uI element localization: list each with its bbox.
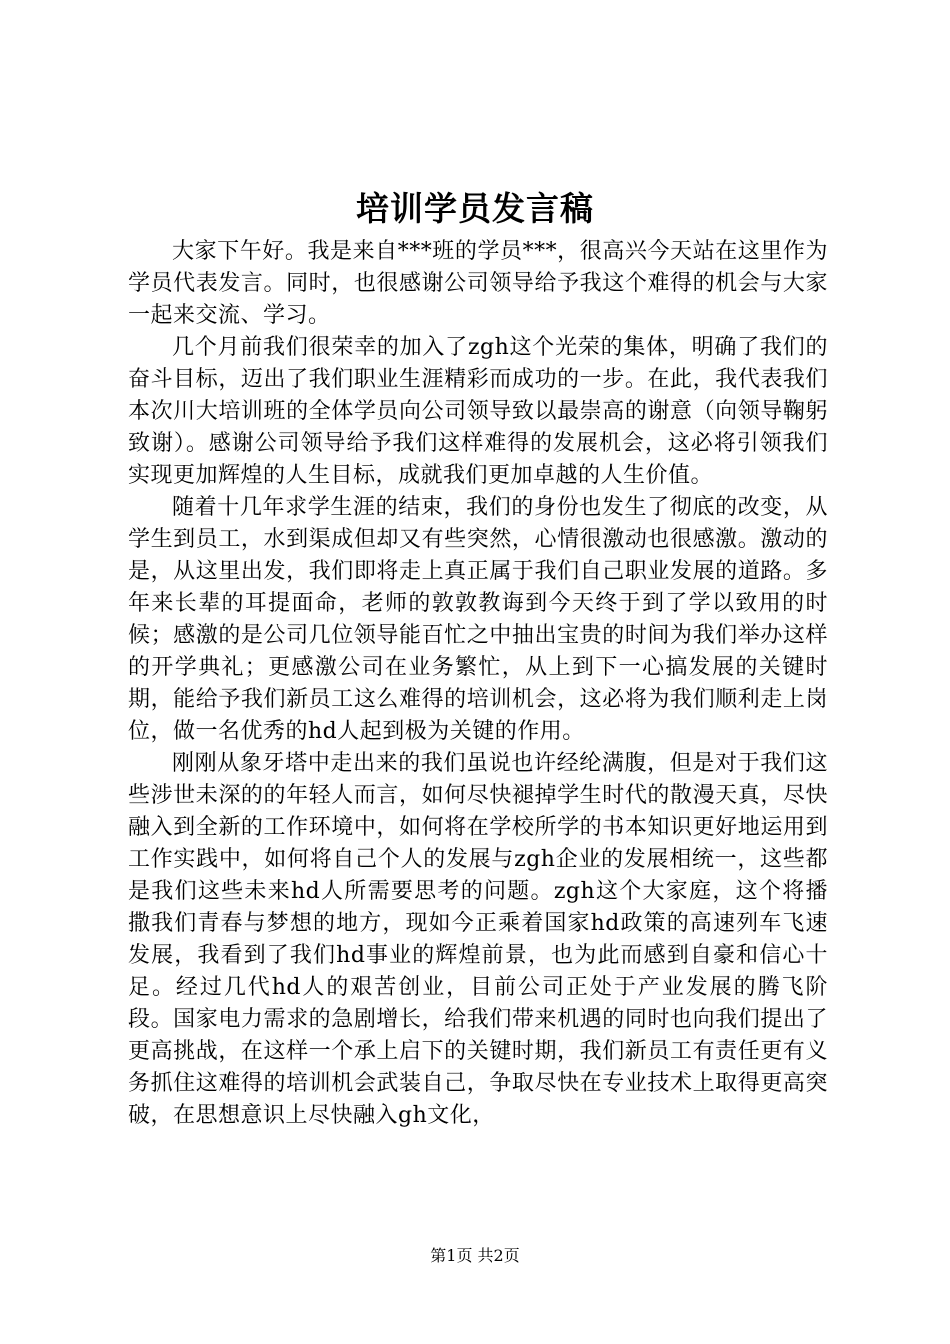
document-title: 培训学员发言稿: [356, 189, 594, 228]
page-footer: 第1页 共2页: [430, 1246, 520, 1265]
document-body: [128, 236, 828, 1132]
paragraph: 刚刚从象牙塔中走出来的我们虽说也许经纶满腹，但是对于我们这些涉世未深的的年轻人而言，如何尽快褪掉学生时代的散漫天真，尽快融入到全新的工作环境中，如何将在学校所学的书本知识更好地运用到工作实践中，如何将自己个人的发展与zgh企业的发展相统一，这些都是我们这些未来hd人所需要思考的问题。zgh这个大家庭，这个将播撒我们青春与梦想的地方，现如今正乘着国家hd政策的高速列车飞速发展，我看到了我们hd事业的辉煌前景，也为此而感到自豪和信心十足。经过几代hd人的艰苦创业，目前公司正处于产业发展的腾飞阶段。国家电力需求的急剧增长，给我们带来机遇的同时也向我们提出了更高挑战，在这样一个承上启下的关键时期，我们新员工有责任更有义务抓住这难得的培训机会武装自己，争取尽快在专业技术上取得更高突破，在思想意识上尽快融入gh文化，: [128, 751, 828, 1128]
paragraph: 大家下午好。我是来自***班的学员***，很高兴今天站在这里作为学员代表发言。同时，也很感谢公司领导给予我这个难得的机会与大家一起来交流、学习。: [128, 239, 828, 328]
paragraph: 随着十几年求学生涯的结束，我们的身份也发生了彻底的改变，从学生到员工，水到渠成但却又有些突然，心情很激动也很感激。激动的是，从这里出发，我们即将走上真正属于我们自己职业发展的道路。多年来长辈的耳提面命，老师的敦敦教诲到今天终于到了学以致用的时候；感激的是公司几位领导能百忙之中抽出宝贵的时间为我们举办这样的开学典礼；更感激公司在业务繁忙，从上到下一心搞发展的关键时期，能给予我们新员工这么难得的培训机会，这必将为我们顺利走上岗位，做一名优秀的hd人起到极为关键的作用。: [128, 495, 828, 744]
paragraph: 几个月前我们很荣幸的加入了zgh这个光荣的集体，明确了我们的奋斗目标，迈出了我们职业生涯精彩而成功的一步。在此，我代表我们本次川大培训班的全体学员向公司领导致以最崇高的谢意（向领导鞠躬致谢）。感谢公司领导给予我们这样难得的发展机会，这必将引领我们实现更加辉煌的人生目标，成就我们更加卓越的人生价值。: [128, 335, 828, 488]
